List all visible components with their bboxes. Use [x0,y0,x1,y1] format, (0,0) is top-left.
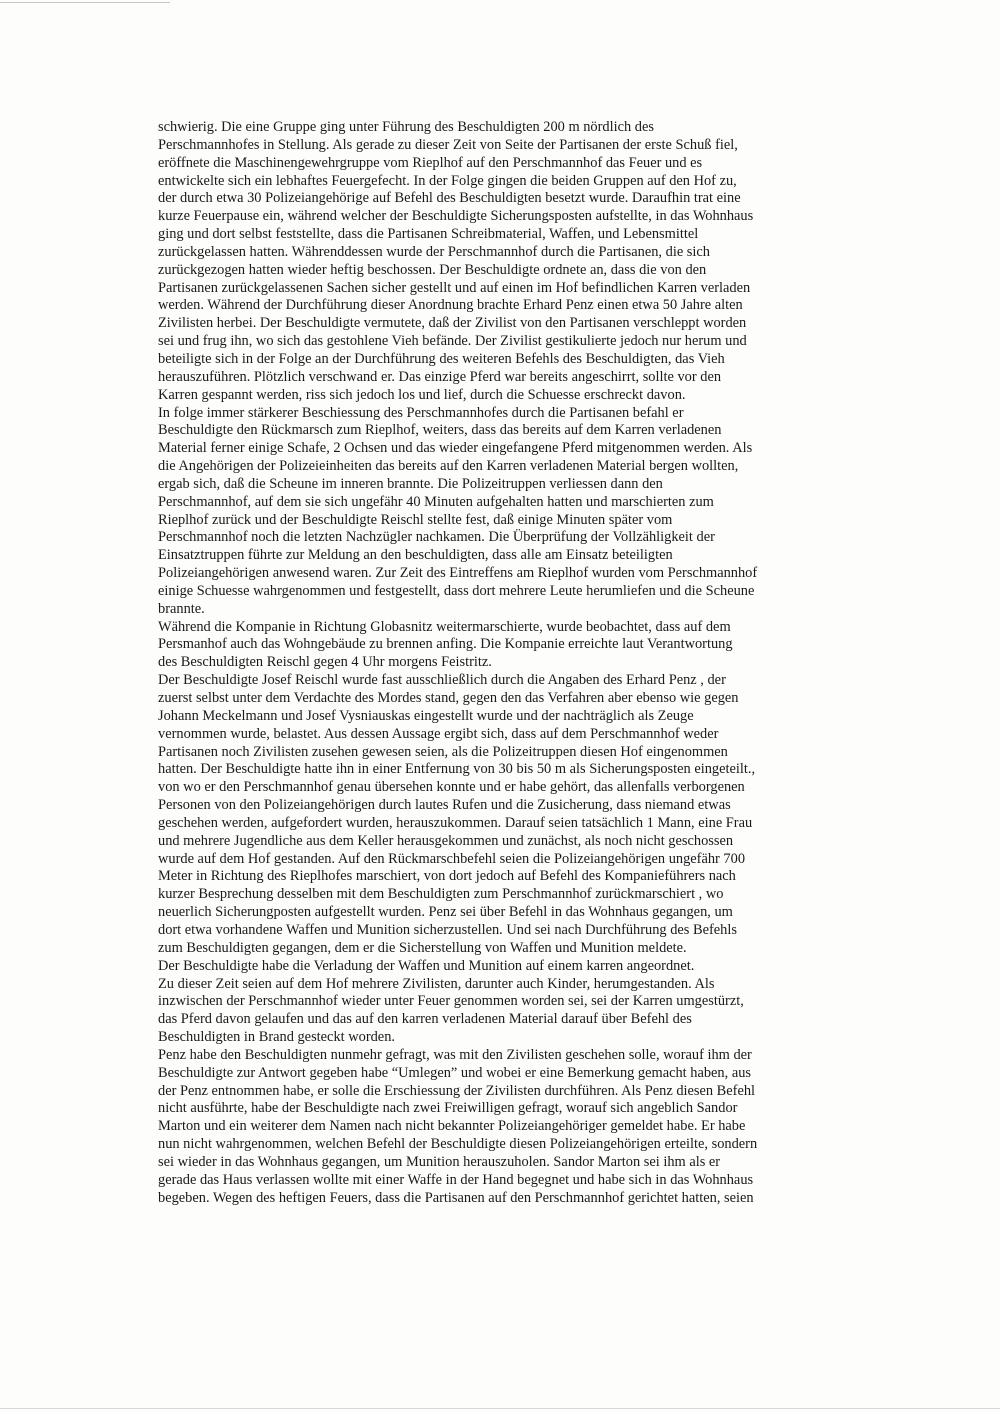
text-line: nun nicht wahrgenommen, welchen Befehl der Beschuldigte diesen Polizeiangehörigen erteilte, sondern [158,1136,758,1153]
text-line: Rieplhof zurück und der Beschuldigte Reischl stellte fest, daß einige Minuten später vom [158,511,673,528]
text-line: sei und frug ihn, wo sich das gestohlene Vieh befände. Der Zivilist gestikulierte jedoch nur herum und [158,333,747,350]
text-line: werden. Während der Durchführung dieser Anordnung brachte Erhard Penz einen etwa 50 Jahre alten [158,297,743,314]
scan-edge-bottom [0,1408,1000,1409]
text-line: zurückgelassen hatten. Währenddessen wurde der Perschmannhof durch die Partisanen, die sich [158,243,710,260]
text-line: Karren gespannt werden, riss sich jedoch los und lief, durch die Schuesse erschreckt davon. [158,386,686,403]
text-line: der Penz entnommen habe, er solle die Erschiessung der Zivilisten durchführen. Als Penz diesen Befehl [158,1082,756,1099]
text-line: Penz habe den Beschuldigten nunmehr gefragt, was mit den Zivilisten geschehen solle, worauf ihm der [158,1046,752,1063]
text-line: dort etwa vorhandene Waffen und Munition sicherzustellen. Und sei nach Durchführung des Befehls [158,921,737,938]
text-line: Marton und ein weiterer dem Namen nach nicht bekannter Polizeiangehöriger gemeldet habe. Er habe [158,1118,746,1135]
text-line: zurückgezogen hatten wieder heftig beschossen. Der Beschuldigte ordnete an, dass die von den [158,261,707,278]
text-line: Perschmannhof, auf dem sie sich ungefähr 40 Minuten aufgehalten hatten und marschierten zum [158,493,714,510]
text-line: In folge immer stärkerer Beschiessung des Perschmannhofes durch die Partisanen befahl er [158,404,684,421]
text-line: brannte. [158,600,205,617]
text-line: Polizeiangehörigen anwesend waren. Zur Zeit des Eintreffens am Rieplhof wurden vom Perschmannhof [158,565,758,582]
text-line: Der Beschuldigte Josef Reischl wurde fast ausschließlich durch die Angaben des Erhard Penz , der [158,672,726,689]
text-line: Zivilisten herbei. Der Beschuldigte vermutete, daß der Zivilist von den Partisanen verschleppt worden [158,315,747,332]
text-line: eröffnete die Maschinengewehrgruppe vom Rieplhof auf den Perschmannhof das Feuer und es [158,154,703,171]
text-line: von wo er den Perschmannhof genau übersehen konnte und er habe gehört, das allenfalls verborgenen [158,779,745,796]
text-line: Partisanen noch Zivilisten zusehen gewesen seien, als die Polizeitruppen diesen Hof eingenommen [158,743,728,760]
text-line: Der Beschuldigte habe die Verladung der Waffen und Munition auf einem karren angeordnet. [158,957,695,974]
text-line: Meter in Richtung des Rieplhofes marschiert, von dort jedoch auf Befehl des Kompanieführers nach [158,868,736,885]
text-line: Personen von den Polizeiangehörigen durch lautes Rufen und die Zusicherung, dass niemand etwas [158,797,731,814]
text-line: des Beschuldigten Reischl gegen 4 Uhr morgens Feistritz. [158,654,492,671]
text-line: nicht ausführte, habe der Beschuldigte nach zwei Freiwilligen gefragt, worauf sich angeblich Sandor [158,1100,738,1117]
text-line: neuerlich Sicherungposten aufgestellt wurden. Penz sei über Befehl in das Wohnhaus gegangen, um [158,904,733,921]
text-line: kurzer Besprechung desselben mit dem Beschuldigten zum Perschmannhof zurückmarschiert , wo [158,886,724,903]
text-line: Zu dieser Zeit seien auf dem Hof mehrere Zivilisten, darunter auch Kinder, herumgestanden. Als [158,975,715,992]
text-line: kurze Feuerpause ein, während welcher der Beschuldigte Sicherungsposten aufstellte, in das Wohnhaus [158,208,754,225]
text-line: Johann Meckelmann und Josef Vysniauskas eingestellt wurde und der nachträglich als Zeuge [158,707,694,724]
text-line: zuerst selbst unter dem Verdachte des Mordes stand, gegen den das Verfahren aber ebenso wie gegen [158,690,739,706]
text-line: ging und dort selbst feststellte, dass die Partisanen Schreibmaterial, Waffen, und Lebensmittel [158,226,699,243]
text-line: die Angehörigen der Polizeieinheiten das bereits auf den Karren verladenen Material bergen wollten, [158,458,739,475]
document-body-text [158,119,858,1207]
text-line: zum Beschuldigten gegangen, dem er die Sicherstellung von Waffen und Munition meldete. [158,939,687,956]
text-line: beteiligte sich in der Folge an der Durchführung des weiteren Befehls des Beschuldigten, das Vieh [158,350,725,367]
text-line: Material ferner einige Schafe, 2 Ochsen und das wieder eingefangene Pferd mitgenommen werden. Als [158,440,753,457]
text-line: Beschuldigte zur Antwort gegeben habe “Umlegen” und wobei er eine Bemerkung gemacht haben, aus [158,1064,752,1081]
text-line: vernommen wurde, belastet. Aus dessen Aussage ergibt sich, dass auf dem Perschmannhof weder [158,725,719,742]
text-line: Einsatztruppen führte zur Meldung an den beschuldigten, dass alle am Einsatz beteiligten [158,547,673,564]
text-line: ergab sich, daß die Scheune im inneren brannte. Die Polizeitruppen verliessen dann den [158,475,663,492]
text-line: das Pferd davon gelaufen und das auf den karren verladenen Material darauf über Befehl des [158,1011,692,1028]
text-line: Während die Kompanie in Richtung Globasnitz weitermarschierte, wurde beobachtet, dass auf dem [158,618,731,635]
text-line: entwickelte sich ein lebhaftes Feuergefecht. In der Folge gingen die beiden Gruppen auf den Hof zu, [158,172,737,189]
scan-edge-top [0,2,170,3]
text-line: wurde auf dem Hof gestanden. Auf den Rückmarschbefehl seien die Polizeiangehörigen ungefähr 700 [158,850,746,867]
text-line: schwierig. Die eine Gruppe ging unter Führung des Beschuldigten 200 m nördlich des [158,119,654,135]
text-line: herauszuführen. Plötzlich verschwand er. Das einzige Pferd war bereits angeschirrt, sollte vor den [158,368,722,385]
text-line: begeben. Wegen des heftigen Feuers, dass die Partisanen auf den Perschmannhof gerichtet hatten, seien [158,1189,754,1206]
text-line: Beschuldigte den Rückmarsch zum Rieplhof, weiters, dass das bereits auf dem Karren verladenen [158,422,722,439]
text-line: Beschuldigten in Brand gesteckt worden. [158,1029,395,1046]
text-line: einige Schuesse wahrgenommen und festgestellt, dass dort mehrere Leute herumliefen und die Scheune [158,582,755,599]
text-line: sei wieder in das Wohnhaus gegangen, um Munition herauszuholen. Sandor Marton sei ihm als er [158,1153,721,1170]
text-line: Partisanen zurückgelassenen Sachen sicher gestellt und auf einen im Hof befindlichen Karren verladen [158,279,751,296]
text-line: hatten. Der Beschuldigte hatte ihn in einer Entfernung von 30 bis 50 m als Sicherungsposten eingeteilt., [158,761,756,778]
text-line: inzwischen der Perschmannhof wieder unter Feuer genommen worden sei, sei der Karren umgestürzt, [158,993,744,1010]
text-line: geschehen werden, aufgefordert wurden, herauszukommen. Darauf seien tatsächlich 1 Mann, eine Frau [158,814,753,831]
text-line: Perschmannhofes in Stellung. Als gerade zu dieser Zeit von Seite der Partisanen der erste Schuß fiel, [158,136,738,153]
text-line: und mehrere Jugendliche aus dem Keller herausgekommen und zunächst, als noch nicht geschossen [158,832,734,849]
text-line: gerade das Haus verlassen wollte mit einer Waffe in der Hand begegnet und habe sich in das Wohnhaus [158,1171,754,1188]
text-line: Perschmannhof noch die letzten Nachzügler nachkamen. Die Überprüfung der Vollzähligkeit der [158,529,715,546]
text-line: der durch etwa 30 Polizeiangehörige auf Befehl des Beschuldigten besetzt wurde. Daraufhin trat eine [158,190,741,207]
text-line: Persmanhof auch das Wohngebäude zu brennen anfing. Die Kompanie erreichte laut Verantwortung [158,636,733,653]
